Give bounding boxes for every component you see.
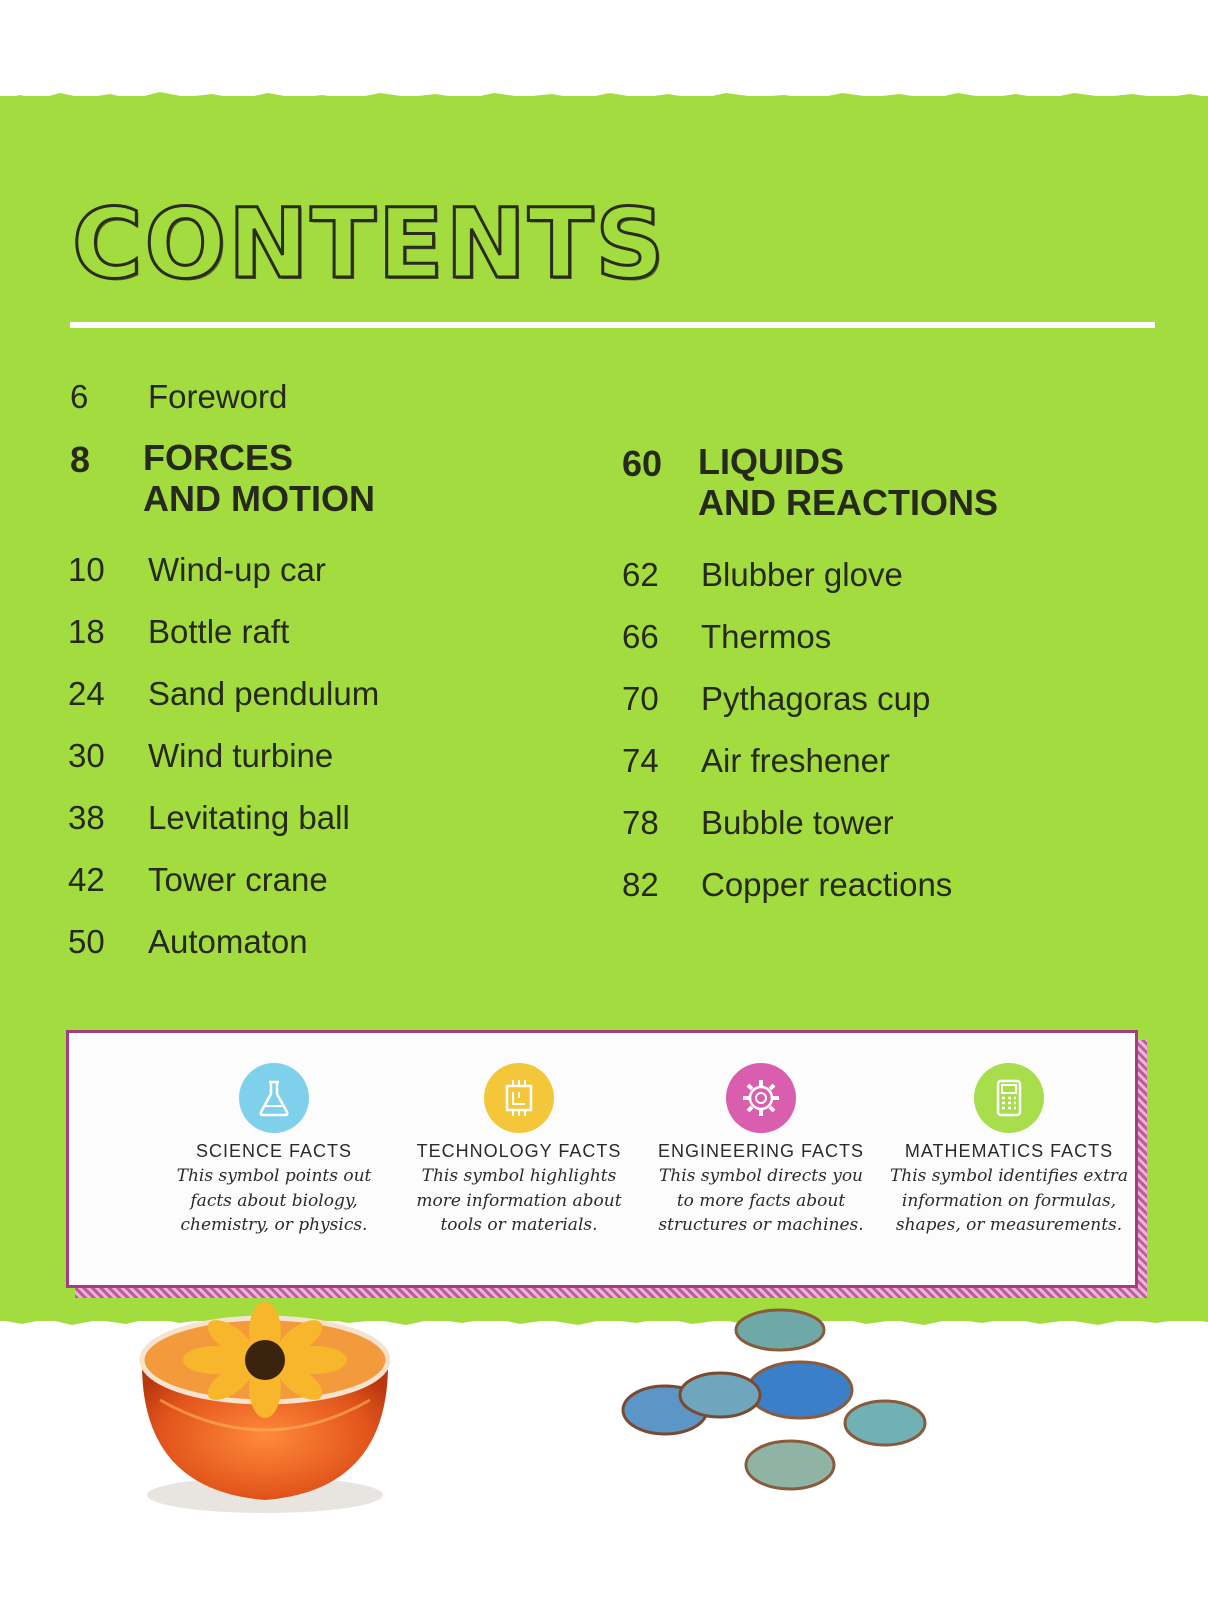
- fact-mathematics: [869, 1063, 1149, 1238]
- toc-label: Wind-up car: [148, 551, 326, 588]
- toc-page-number: 74: [622, 742, 659, 779]
- toc-section-page-number: 8: [70, 439, 91, 480]
- toc-label: Thermos: [701, 618, 832, 655]
- toc-page-number: 50: [68, 923, 105, 960]
- toc-page-number: 24: [68, 675, 105, 712]
- toc-page-number: 18: [68, 613, 105, 650]
- flask-icon: [239, 1063, 309, 1133]
- flower-jar-photo: [130, 1290, 400, 1520]
- circuit-icon: [484, 1063, 554, 1133]
- toc-page-number: 70: [622, 680, 659, 717]
- toc-section-line-2: AND REACTIONS: [698, 482, 999, 524]
- fact-title: SCIENCE FACTS: [195, 1141, 353, 1161]
- copper-coins-photo: [620, 1295, 940, 1525]
- toc-section-page-number: 60: [622, 443, 663, 484]
- toc-page-number: 82: [622, 866, 659, 903]
- toc-label: Pythagoras cup: [701, 680, 931, 717]
- fact-description: This symbol highlights more information about tools or materials.: [416, 1166, 622, 1236]
- toc-label: Copper reactions: [701, 866, 953, 903]
- torn-edge-top: [0, 86, 1208, 108]
- toc-label: Foreword: [148, 378, 288, 415]
- toc-label: Levitating ball: [148, 799, 350, 836]
- page-title: CONTENTS: [72, 188, 667, 300]
- toc-label: Bottle raft: [148, 613, 290, 650]
- toc-section-line-1: FORCES: [143, 437, 294, 478]
- toc-label: Bubble tower: [701, 804, 894, 841]
- calculator-icon: [974, 1063, 1044, 1133]
- toc-section-label: [143, 437, 375, 519]
- toc-label: Automaton: [148, 923, 308, 960]
- fact-technology: [389, 1063, 649, 1238]
- fact-science: [144, 1063, 404, 1238]
- fact-title: ENGINEERING FACTS: [657, 1141, 865, 1161]
- toc-page-number: 42: [68, 861, 105, 898]
- toc-page-number: 66: [622, 618, 659, 655]
- toc-page-number: 6: [70, 378, 89, 415]
- title-divider: [70, 322, 1155, 328]
- toc-label: Blubber glove: [701, 556, 903, 593]
- toc-page-number: 78: [622, 804, 659, 841]
- toc-page-number: 30: [68, 737, 105, 774]
- toc-label: Sand pendulum: [148, 675, 380, 712]
- fact-title: TECHNOLOGY FACTS: [416, 1141, 622, 1161]
- facts-key-box: [66, 1030, 1138, 1288]
- fact-description: This symbol directs you to more facts about structures or machines.: [658, 1166, 864, 1236]
- toc-page-number: 38: [68, 799, 105, 836]
- fact-title: MATHEMATICS FACTS: [904, 1141, 1114, 1161]
- toc-section-line-2: AND MOTION: [143, 478, 375, 520]
- gear-icon: [726, 1063, 796, 1133]
- toc-section-line-1: LIQUIDS: [698, 441, 845, 482]
- toc-section-label: [698, 441, 998, 523]
- toc-page-number: 10: [68, 551, 105, 588]
- toc-label: Wind turbine: [148, 737, 334, 774]
- fact-engineering: [631, 1063, 891, 1238]
- fact-description: This symbol points out facts about biology, chemistry, or physics.: [176, 1166, 372, 1236]
- fact-description: This symbol identifies extra information on formulas, shapes, or measurements.: [889, 1166, 1129, 1236]
- toc-page-number: 62: [622, 556, 659, 593]
- toc-label: Air freshener: [701, 742, 890, 779]
- toc-label: Tower crane: [148, 861, 328, 898]
